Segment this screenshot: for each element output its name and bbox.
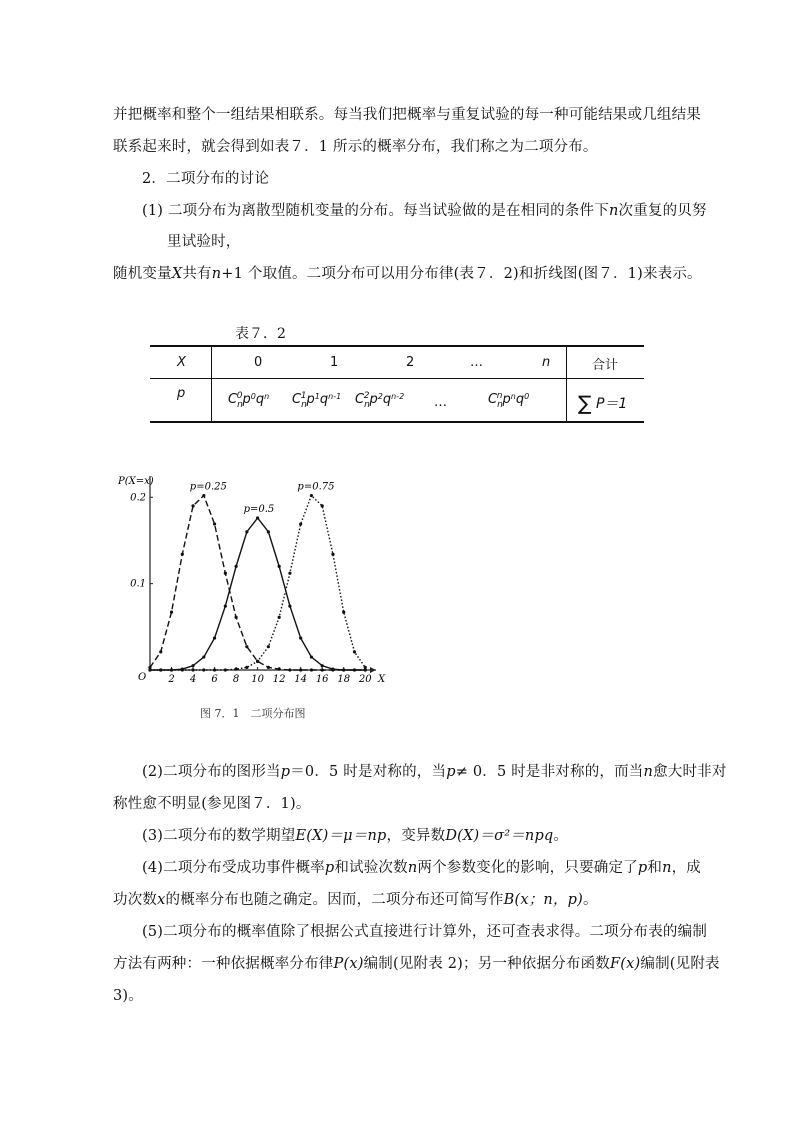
data-point bbox=[245, 666, 248, 669]
text-span: 称性愈不明显(参见图７．1)。 bbox=[113, 796, 311, 812]
data-point bbox=[288, 572, 291, 575]
sum-symbol: ∑ bbox=[578, 391, 592, 415]
data-point bbox=[191, 668, 194, 671]
section-heading bbox=[142, 167, 269, 188]
data-point bbox=[267, 666, 270, 669]
table-head-dots: … bbox=[470, 355, 483, 370]
table-cell-term-2: $C_n^2p^2q^{n-2}$ bbox=[355, 391, 405, 410]
text-span: 次重复的贝努 bbox=[618, 203, 707, 219]
x-tick-label: 20 bbox=[358, 674, 372, 685]
text-line-10 bbox=[142, 856, 701, 877]
data-point bbox=[321, 504, 324, 507]
series-line-0 bbox=[150, 496, 365, 670]
y-tick-label: 0.1 bbox=[130, 578, 146, 590]
data-point bbox=[299, 636, 302, 639]
series-line-2 bbox=[150, 496, 365, 670]
table-head-2: 2 bbox=[406, 355, 415, 370]
data-point bbox=[256, 660, 259, 663]
data-point bbox=[234, 668, 237, 671]
table-head-x: X bbox=[177, 355, 186, 370]
text-line-13 bbox=[113, 952, 720, 973]
math-var: p bbox=[637, 860, 648, 876]
math-var: n bbox=[643, 764, 654, 780]
math-var: n bbox=[608, 203, 619, 219]
text-line-6 bbox=[113, 262, 702, 283]
table-bottom-rule bbox=[150, 421, 644, 423]
text-span: 。 bbox=[582, 892, 598, 908]
text-span: ，成 bbox=[671, 860, 702, 876]
math-var: n bbox=[662, 860, 672, 876]
figure-caption: 图 7．1 二项分布图 bbox=[200, 707, 306, 720]
math-expr: B(x；n，p) bbox=[503, 892, 583, 908]
data-point bbox=[224, 572, 227, 575]
table-row-p-label: p bbox=[177, 386, 186, 401]
math-var: p bbox=[280, 764, 291, 780]
data-point bbox=[278, 616, 281, 619]
data-point bbox=[364, 666, 367, 669]
chart-series bbox=[148, 494, 366, 672]
binomial-chart bbox=[118, 470, 386, 700]
data-point bbox=[213, 668, 216, 671]
data-point bbox=[342, 611, 345, 614]
x-axis-label: X bbox=[378, 674, 386, 685]
text-span: 并把概率和整个一组结果相联系。每当我们把概率与重复试验的每一种可能结果或几组结果 bbox=[113, 107, 701, 123]
x-tick-label: 4 bbox=[189, 674, 197, 685]
data-point bbox=[170, 668, 173, 671]
table-divider-right bbox=[566, 347, 567, 421]
data-point bbox=[191, 504, 194, 507]
data-point bbox=[181, 668, 184, 671]
table-cell-term-0: $C_n^0p^0q^n$ bbox=[228, 391, 270, 410]
table-divider-left bbox=[211, 347, 212, 421]
math-expr: D(X)＝σ²＝npq bbox=[445, 828, 554, 844]
text-line-11 bbox=[113, 888, 598, 909]
data-point bbox=[310, 655, 313, 658]
data-point bbox=[202, 668, 205, 671]
table-caption: 表７．2 bbox=[235, 326, 286, 342]
table-cell-term-1: $C_n^1p^1q^{n-1}$ bbox=[292, 391, 342, 410]
text-span: 和试验次数 bbox=[334, 860, 408, 876]
text-span: 联系起来时，就会得到如表７．1 所示的概率分布，我们称之为二项分布。 bbox=[113, 139, 598, 155]
data-point bbox=[353, 668, 356, 671]
data-point bbox=[213, 636, 216, 639]
text-span: ＝0．5 时是对称的，当 bbox=[290, 764, 447, 780]
table-head-1: 1 bbox=[330, 355, 339, 370]
text-span: 共有 bbox=[182, 266, 212, 282]
data-point bbox=[234, 565, 237, 568]
x-tick-label: 16 bbox=[315, 674, 329, 685]
data-point bbox=[148, 668, 151, 671]
y-axis-label: P(X=x) bbox=[118, 476, 154, 487]
data-point bbox=[267, 530, 270, 533]
heading-text: 2．二项分布的讨论 bbox=[142, 171, 270, 187]
text-span: (1) 二项分布为离散型随机变量的分布。每当试验做的是在相同的条件下 bbox=[142, 203, 609, 219]
text-span: 两个参数变化的影响，只要确定了 bbox=[417, 860, 638, 876]
text-line-1 bbox=[113, 103, 701, 124]
data-point bbox=[159, 668, 162, 671]
table-head-total: 合计 bbox=[592, 358, 619, 373]
text-line-2 bbox=[113, 135, 598, 156]
data-point bbox=[278, 668, 281, 671]
text-span: (5)二项分布的概率值除了根据公式直接进行计算外，还可查表求得。二项分布表的编制 bbox=[142, 924, 708, 940]
text-span: 。 bbox=[553, 828, 569, 844]
data-point bbox=[331, 553, 334, 556]
table-cell-dots: … bbox=[434, 395, 447, 410]
math-var: p bbox=[446, 764, 456, 780]
data-point bbox=[159, 650, 162, 653]
text-span: 和 bbox=[647, 860, 663, 876]
text-span: 愈大时非对 bbox=[653, 764, 727, 780]
data-point bbox=[342, 668, 345, 671]
x-tick-label: 8 bbox=[232, 674, 240, 685]
text-span: 功次数 bbox=[113, 892, 158, 908]
data-point bbox=[299, 522, 302, 525]
text-line-7 bbox=[142, 760, 727, 781]
data-point bbox=[299, 668, 302, 671]
math-var: x bbox=[157, 892, 166, 908]
data-point bbox=[278, 565, 281, 568]
text-span: 编制(见附表 2)；另一种依据分布函数 bbox=[363, 956, 611, 972]
binomial-figure bbox=[118, 470, 386, 720]
text-line-9 bbox=[142, 824, 568, 845]
x-tick-label: 10 bbox=[251, 674, 264, 685]
math-var: X bbox=[171, 266, 183, 282]
table-head-n: n bbox=[542, 355, 551, 370]
data-point bbox=[245, 530, 248, 533]
data-point bbox=[310, 668, 313, 671]
text-span: ≠ 0．5 时是非对称的，而当 bbox=[455, 764, 644, 780]
text-span: 编制(见附表 bbox=[640, 956, 720, 972]
table-cell-sum bbox=[578, 389, 627, 413]
x-tick-label: 2 bbox=[168, 674, 175, 685]
text-line-14 bbox=[113, 984, 143, 1005]
distribution-table bbox=[150, 345, 644, 423]
text-span: 随机变量 bbox=[113, 266, 172, 282]
origin-label: O bbox=[138, 672, 147, 683]
series-line-1 bbox=[150, 518, 365, 670]
y-tick-label: 0.2 bbox=[130, 492, 146, 504]
chart-labels bbox=[117, 476, 386, 685]
math-expr: E(X)＝μ＝np bbox=[295, 828, 387, 844]
data-point bbox=[353, 650, 356, 653]
math-var: n bbox=[407, 860, 418, 876]
table-mid-rule bbox=[150, 378, 644, 379]
data-point bbox=[245, 645, 248, 648]
text-span: +1 个取值。二项分布可以用分布律(表７．2)和折线图(图７．1)来表示。 bbox=[221, 266, 702, 282]
math-var: n bbox=[211, 266, 222, 282]
text-span: 方法有两种：一种依据概率分布律 bbox=[113, 956, 334, 972]
text-span: (3)二项分布的数学期望 bbox=[142, 828, 296, 844]
data-point bbox=[234, 616, 237, 619]
data-point bbox=[321, 664, 324, 667]
text-span: (4)二项分布受成功事件概率 bbox=[142, 860, 325, 876]
x-axis-arrow bbox=[370, 667, 376, 673]
data-point bbox=[170, 611, 173, 614]
text-line-12 bbox=[142, 920, 707, 941]
sum-text: P＝1 bbox=[595, 396, 628, 412]
data-point bbox=[288, 668, 291, 671]
data-point bbox=[202, 655, 205, 658]
x-tick-label: 12 bbox=[272, 674, 286, 685]
text-line-5 bbox=[167, 230, 241, 251]
x-tick-label: 14 bbox=[294, 674, 308, 685]
text-line-8 bbox=[113, 792, 311, 813]
data-point bbox=[310, 494, 313, 497]
math-var: p bbox=[324, 860, 335, 876]
x-tick-label: 6 bbox=[211, 674, 218, 685]
data-point bbox=[256, 516, 259, 519]
data-point bbox=[181, 553, 184, 556]
text-span: 的概率分布也随之确定。因而，二项分布还可简写作 bbox=[165, 892, 504, 908]
table-head-0: 0 bbox=[254, 355, 263, 370]
data-point bbox=[224, 668, 227, 671]
data-point bbox=[267, 645, 270, 648]
text-line-4 bbox=[142, 199, 707, 220]
table-cell-term-n: $C_n^np^nq^0$ bbox=[488, 391, 530, 410]
text-span: ，变异数 bbox=[386, 828, 446, 844]
data-point bbox=[288, 604, 291, 607]
series-label-1: p=0.5 bbox=[243, 504, 275, 515]
data-point bbox=[331, 668, 334, 671]
series-label-2: p=0.75 bbox=[297, 481, 335, 493]
table-top-rule bbox=[150, 345, 644, 347]
data-point bbox=[321, 668, 324, 671]
math-expr: F(x) bbox=[610, 956, 641, 972]
data-point bbox=[202, 494, 205, 497]
math-expr: P(x) bbox=[333, 956, 364, 972]
text-span: (2)二项分布的图形当 bbox=[142, 764, 281, 780]
series-label-0: p=0.25 bbox=[189, 481, 227, 493]
data-point bbox=[213, 522, 216, 525]
data-point bbox=[224, 604, 227, 607]
text-span: 里试验时， bbox=[167, 234, 241, 250]
x-tick-label: 18 bbox=[337, 674, 351, 685]
data-point bbox=[191, 664, 194, 667]
text-span: 3)。 bbox=[113, 988, 143, 1004]
